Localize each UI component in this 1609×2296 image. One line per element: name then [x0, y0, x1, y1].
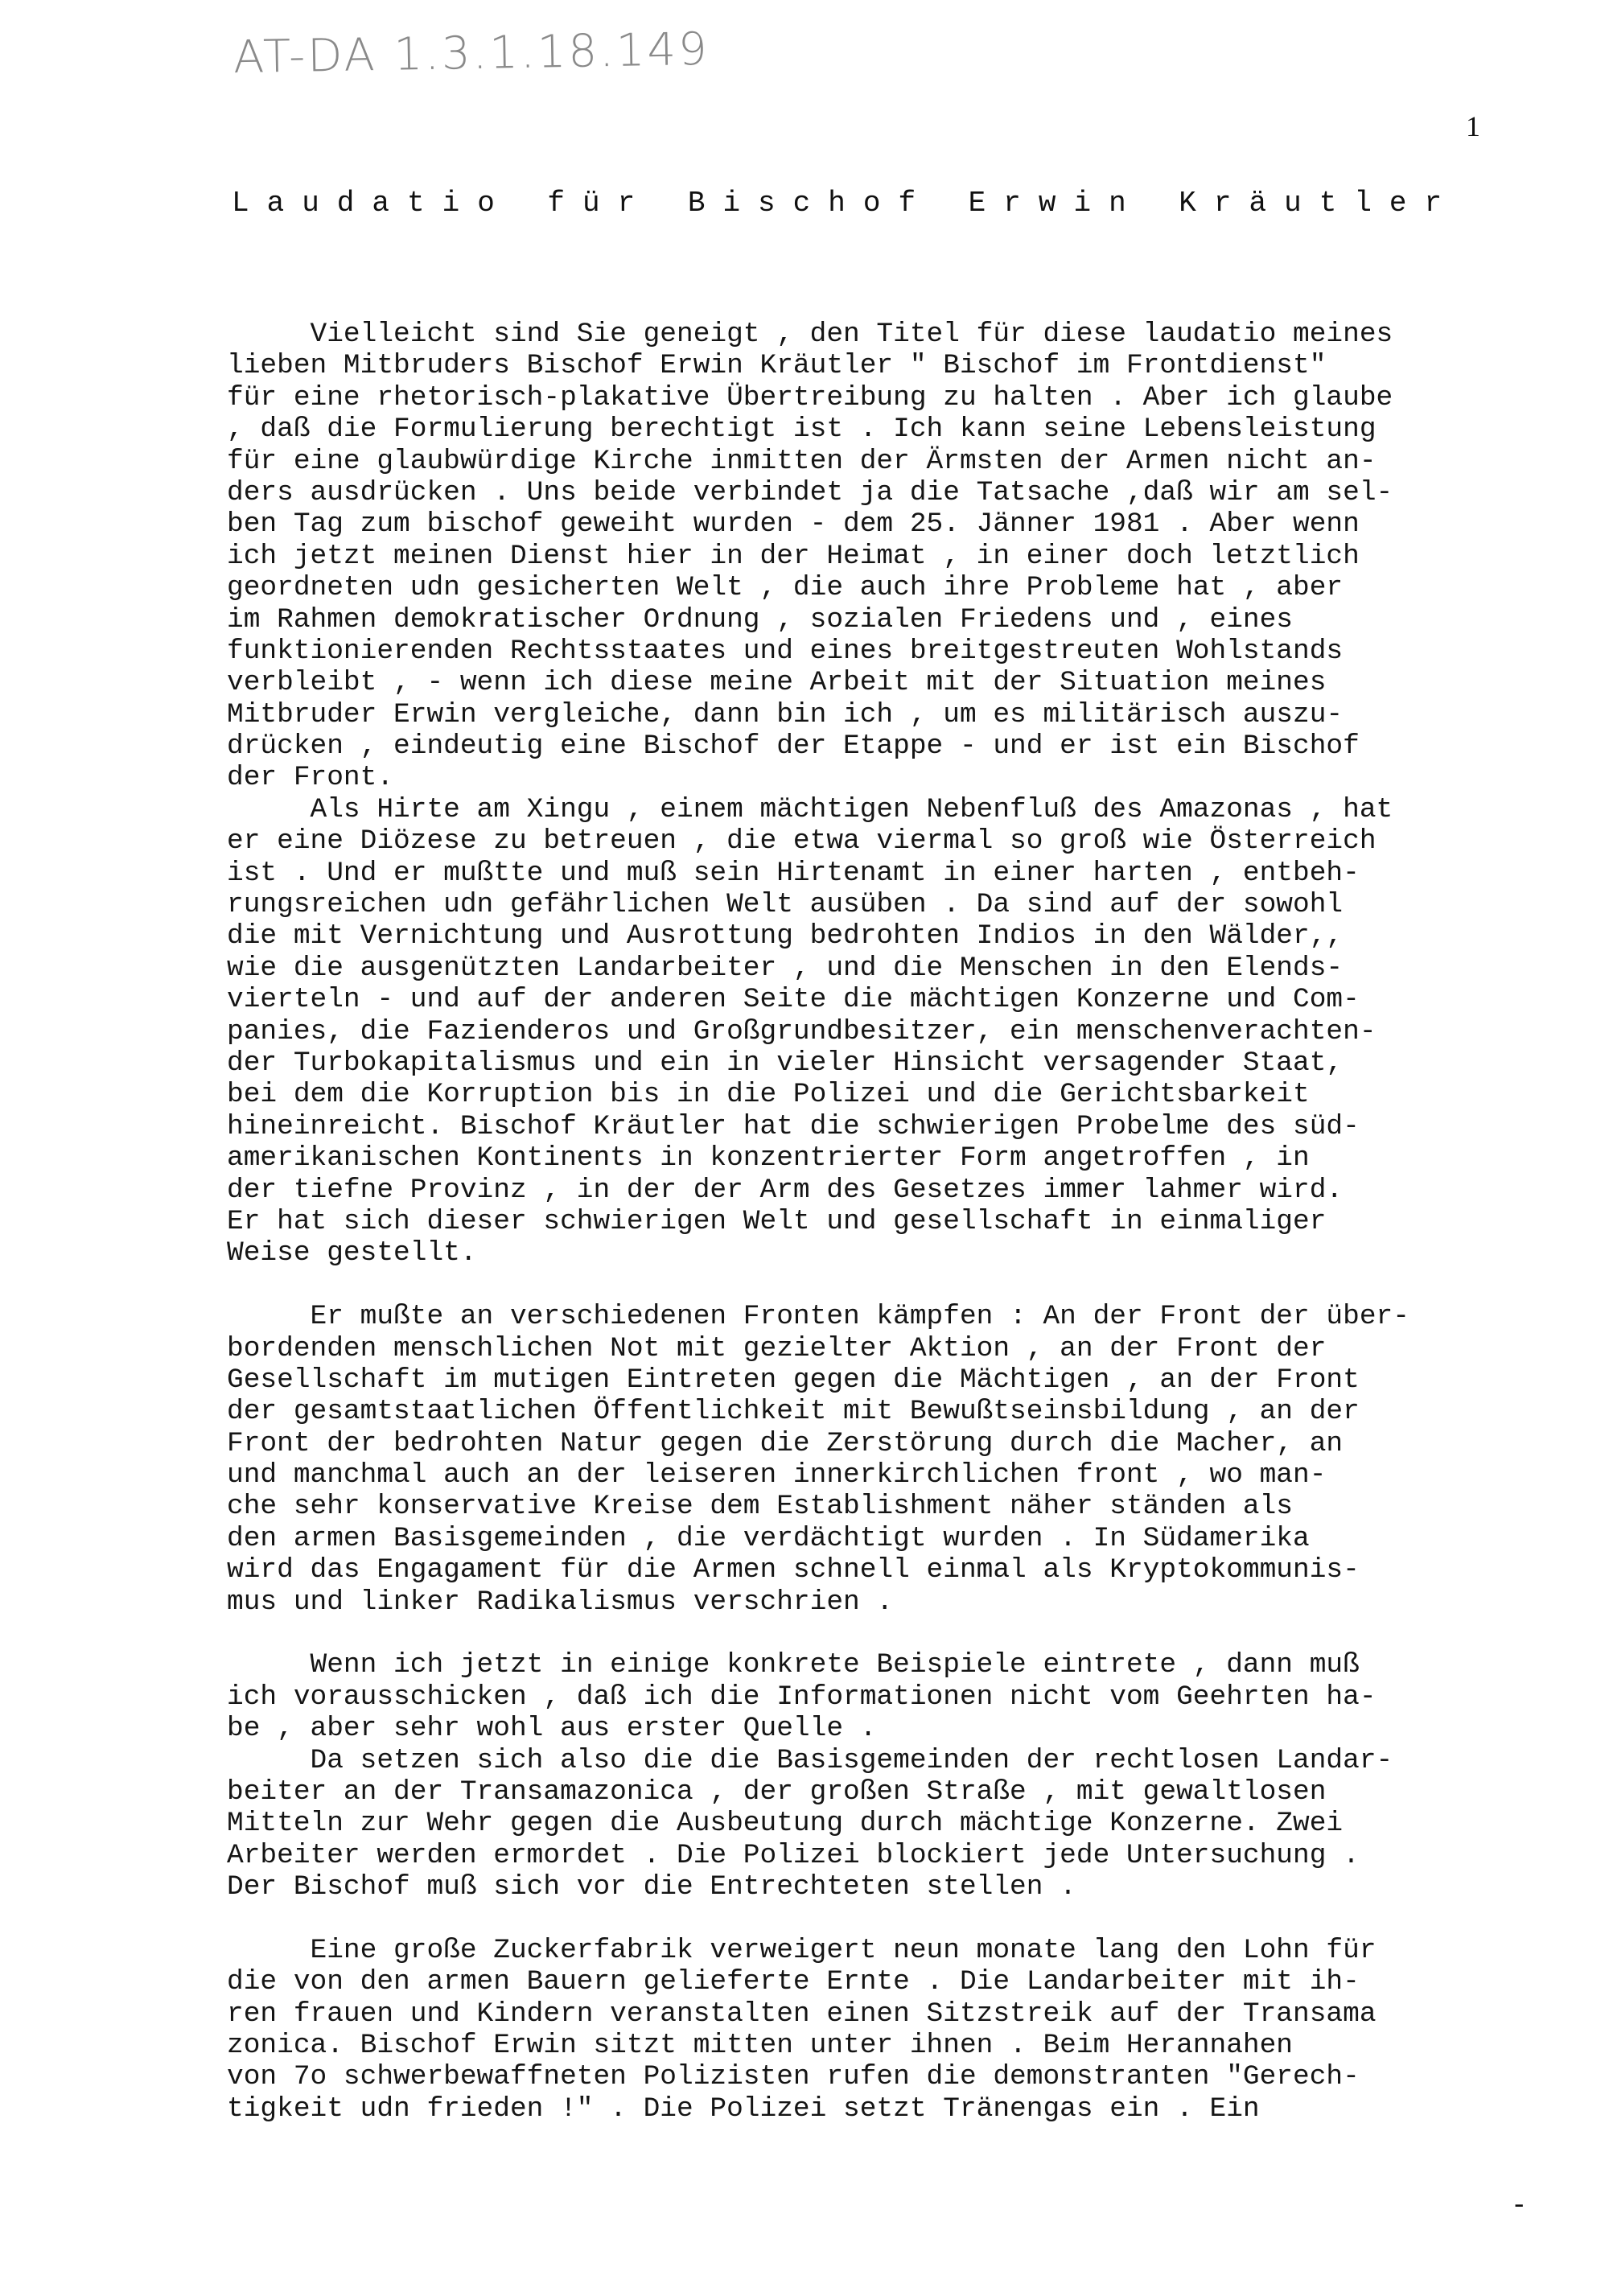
- text-line: Mitteln zur Wehr gegen die Ausbeutung durch mächtige Konzerne. Zwei: [227, 1808, 1344, 1840]
- text-line: ders ausdrücken . Uns beide verbindet ja die Tatsache ,daß wir am sel-: [227, 476, 1393, 508]
- text-line: Wenn ich jetzt in einige konkrete Beispiele eintrete , dann muß: [227, 1649, 1360, 1681]
- text-line: Der Bischof muß sich vor die Entrechteten stellen .: [227, 1871, 1076, 1903]
- text-line: der gesamtstaatlichen Öffentlichkeit mit Bewußtseinsbildung , an der: [227, 1396, 1360, 1428]
- text-line: er eine Diözese zu betreuen , die etwa viermal so groß wie Österreich: [227, 825, 1376, 858]
- text-line: be , aber sehr wohl aus erster Quelle .: [227, 1713, 877, 1745]
- paragraph: [227, 1745, 1595, 1903]
- text-line: che sehr konservative Kreise dem Establishment näher ständen als: [227, 1491, 1294, 1523]
- text-line: die mit Vernichtung und Ausrottung bedrohten Indios in den Wälder,,: [227, 920, 1344, 953]
- text-line: hineinreicht. Bischof Kräutler hat die schwierigen Probelme des süd-: [227, 1110, 1360, 1142]
- paragraph-gap: [227, 1618, 1595, 1649]
- text-line: funktionierenden Rechtsstaates und eines breitgestreuten Wohlstands: [227, 635, 1344, 667]
- text-line: Arbeiter werden ermordet . Die Polizei blockiert jede Untersuchung .: [227, 1839, 1360, 1871]
- paragraph-gap: [227, 1903, 1595, 1935]
- text-line: im Rahmen demokratischer Ordnung , sozialen Friedens und , eines: [227, 603, 1294, 636]
- paragraph: [227, 794, 1595, 1269]
- text-line: der tiefne Provinz , in der der Arm des Gesetzes immer lahmer wird.: [227, 1174, 1344, 1206]
- text-line: Gesellschaft im mutigen Eintreten gegen die Mächtigen , an der Front: [227, 1364, 1360, 1396]
- text-line: wie die ausgenützten Landarbeiter , und die Menschen in den Elends-: [227, 952, 1344, 984]
- text-line: der Turbokapitalismus und ein in vieler Hinsicht versagender Staat,: [227, 1047, 1344, 1079]
- text-line: und manchmal auch an der leiseren innerkirchlichen front , wo man-: [227, 1459, 1327, 1492]
- text-line: die von den armen Bauern gelieferte Ernte . Die Landarbeiter mit ih-: [227, 1966, 1360, 1998]
- text-line: von 7o schwerbewaffneten Polizisten rufen die demonstranten "Gerech-: [227, 2061, 1360, 2093]
- text-line: rungsreichen udn gefährlichen Welt ausüben . Da sind auf der sowohl: [227, 889, 1344, 921]
- text-line: wird das Engagament für die Armen schnell einmal als Kryptokommunis-: [227, 1554, 1360, 1586]
- text-line: drücken , eindeutig eine Bischof der Etappe - und er ist ein Bischof: [227, 730, 1360, 763]
- text-line: den armen Basisgemeinden , die verdächtigt wurden . In Südamerika: [227, 1522, 1310, 1554]
- text-line: ich jetzt meinen Dienst hier in der Heimat , in einer doch letztlich: [227, 540, 1360, 572]
- text-line: vierteln - und auf der anderen Seite die mächtigen Konzerne und Com-: [227, 984, 1360, 1016]
- text-line: ren frauen und Kindern veranstalten einen Sitzstreik auf der Transama: [227, 1998, 1376, 2030]
- page-number: 1: [1466, 110, 1480, 142]
- archive-reference-handwritten: AT-DA 1.3.1.18.149: [233, 23, 710, 84]
- document-title: Laudatio für Bischof Erwin Kräutler: [232, 187, 1460, 220]
- text-line: der Front.: [227, 762, 394, 794]
- text-line: verbleibt , - wenn ich diese meine Arbeit mit der Situation meines: [227, 667, 1327, 699]
- text-line: Weise gestellt.: [227, 1237, 477, 1269]
- text-line: ben Tag zum bischof geweiht wurden - dem 25. Jänner 1981 . Aber wenn: [227, 508, 1360, 541]
- text-line: ich vorausschicken , daß ich die Informationen nicht vom Geehrten ha-: [227, 1681, 1376, 1713]
- text-line: , daß die Formulierung berechtigt ist . Ich kann seine Lebensleistung: [227, 414, 1376, 446]
- text-line: beiter an der Transamazonica , der großen Straße , mit gewaltlosen: [227, 1775, 1327, 1808]
- text-line: ist . Und er mußtte und muß sein Hirtenamt in einer harten , entbeh-: [227, 857, 1360, 889]
- text-line: tigkeit udn frieden !" . Die Polizei setzt Tränengas ein . Ein: [227, 2092, 1260, 2125]
- text-line: zonica. Bischof Erwin sitzt mitten unter ihnen . Beim Herannahen: [227, 2030, 1294, 2062]
- paragraph: [227, 1935, 1595, 2125]
- text-line: amerikanischen Kontinents in konzentrierter Form angetroffen , in: [227, 1142, 1310, 1175]
- text-line: Eine große Zuckerfabrik verweigert neun monate lang den Lohn für: [227, 1934, 1376, 1966]
- text-line: lieben Mitbruders Bischof Erwin Kräutler " Bischof im Frontdienst": [227, 350, 1327, 382]
- text-line: bei dem die Korruption bis in die Polizei und die Gerichtsbarkeit: [227, 1079, 1310, 1111]
- text-line: Er hat sich dieser schwierigen Welt und gesellschaft in einmaliger: [227, 1205, 1327, 1237]
- text-line: Als Hirte am Xingu , einem mächtigen Nebenfluß des Amazonas , hat: [227, 793, 1393, 825]
- paragraph: [227, 1649, 1595, 1744]
- text-line: für eine glaubwürdige Kirche inmitten der Ärmsten der Armen nicht an-: [227, 445, 1376, 477]
- body-text: [227, 319, 1595, 2125]
- paragraph-gap: [227, 1269, 1595, 1301]
- text-line: geordneten udn gesicherten Welt , die auch ihre Probleme hat , aber: [227, 572, 1344, 604]
- text-line: Er mußte an verschiedenen Fronten kämpfen : An der Front der über-: [227, 1301, 1409, 1333]
- text-line: bordenden menschlichen Not mit gezielter Aktion , an der Front der: [227, 1332, 1327, 1364]
- text-line: Front der bedrohten Natur gegen die Zerstörung durch die Macher, an: [227, 1427, 1344, 1459]
- text-line: mus und linker Radikalismus verschrien .: [227, 1586, 894, 1618]
- text-line: Da setzen sich also die die Basisgemeinden der rechtlosen Landar-: [227, 1744, 1393, 1776]
- text-line: für eine rhetorisch-plakative Übertreibung zu halten . Aber ich glaube: [227, 381, 1393, 414]
- text-line: panies, die Fazienderos und Großgrundbesitzer, ein menschenverachten-: [227, 1015, 1376, 1047]
- text-line: Vielleicht sind Sie geneigt , den Titel für diese laudatio meines: [227, 319, 1393, 350]
- continuation-mark: -: [1511, 2191, 1528, 2222]
- text-line: Mitbruder Erwin vergleiche, dann bin ich , um es militärisch auszu-: [227, 698, 1344, 730]
- paragraph: [227, 1301, 1595, 1618]
- paragraph: [227, 319, 1595, 794]
